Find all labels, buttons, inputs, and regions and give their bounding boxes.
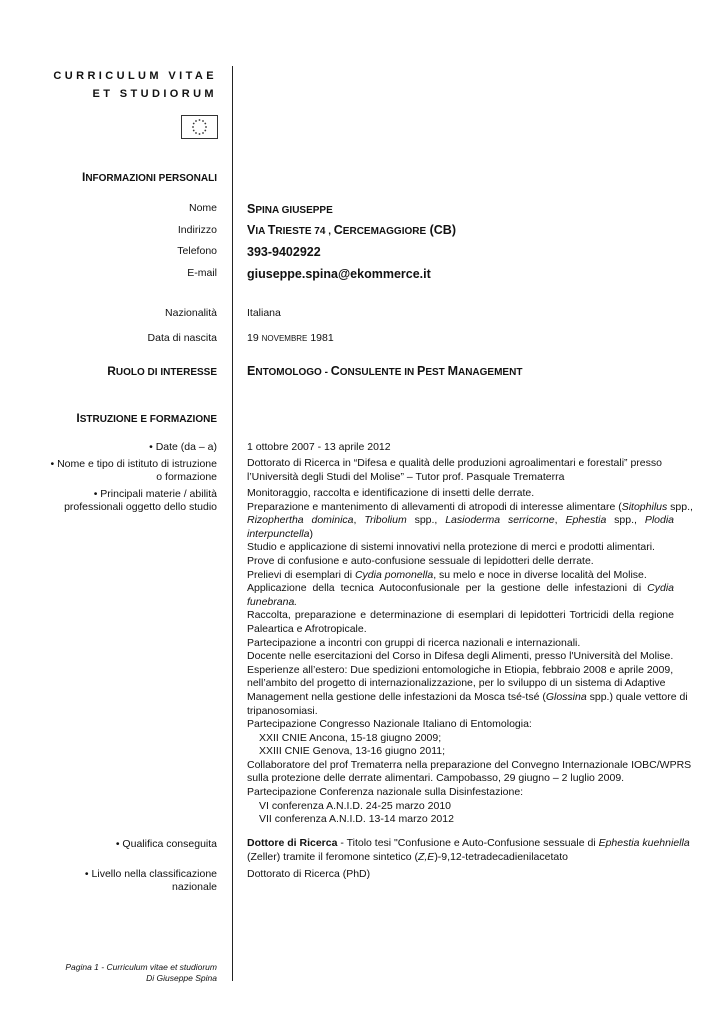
materie-line: interpunctella) — [247, 527, 313, 540]
materie-line: Studio e applicazione di sistemi innovativi nella protezione di merci e prodotti alimentari. — [247, 541, 655, 554]
livello-value: Dottorato di Ricerca (PhD) — [247, 868, 371, 880]
materie-line: Rizophertha dominica, Tribolium spp., Lasioderma serricorne, Ephestia spp., Plodia — [247, 514, 675, 527]
materie-line: Esperienze all’estero: Due spedizioni entomologiche in Etiopia, febbraio 2008 e aprile 2009, — [247, 663, 674, 676]
materie-line: XXIII CNIE Genova, 13-16 giugno 2011; — [259, 745, 446, 758]
date-value: 1 ottobre 2007 - 13 aprile 2012 — [247, 441, 391, 453]
materie-label: • Principali materie / abilità professionali oggetto dello studio — [64, 488, 217, 513]
materie-line: nell’ambito del progetto di internazionalizzazione, per lo sviluppo di un sistema di Adaptive — [247, 677, 666, 690]
section-personal-info: INFORMAZIONI PERSONALI — [81, 170, 217, 184]
materie-line: Partecipazione a incontri con gruppi di ricerca nazionali e internazionali. — [247, 636, 581, 649]
date-label: • Date (da – a) — [149, 441, 217, 453]
materie-line: Paleartica e Afrotropicale. — [247, 622, 367, 635]
qualifica-label: • Qualifica conseguita — [115, 838, 217, 850]
indirizzo-value: VIA TRIESTE 74 , CERCEMAGGIORE (CB) — [247, 223, 456, 237]
nazionalita-label: Nazionalità — [165, 307, 217, 319]
materie-line: Prove di confusione e auto-confusione sessuale di lepidotteri delle derrate. — [247, 554, 594, 567]
materie-line: Partecipazione Congresso Nazionale Italiano di Entomologia: — [247, 718, 532, 731]
nascita-value: 19 NOVEMBRE 1981 — [247, 332, 334, 344]
nascita-label: Data di nascita — [147, 332, 217, 344]
section-role: RUOLO DI INTERESSE — [107, 364, 217, 378]
materie-line: XXII CNIE Ancona, 15-18 giugno 2009; — [259, 731, 442, 744]
indirizzo-label: Indirizzo — [177, 224, 217, 236]
materie-line: Prelievi di esemplari di Cydia pomonella, su melo e noce in diverse località del Molise. — [247, 568, 647, 581]
materie-line: funebrana. — [247, 595, 298, 608]
materie-value — [247, 487, 693, 827]
telefono-value: 393-9402922 — [247, 245, 321, 259]
page-footer: Pagina 1 - Curriculum vitae et studiorum Di Giuseppe Spina — [65, 962, 217, 983]
nome-label: Nome — [188, 202, 217, 214]
materie-line: sulla protezione delle derrate alimentari. Campobasso, 29 giugno – 2 luglio 2009. — [247, 772, 625, 785]
materie-line: Docente nelle esercitazioni del Corso in Difesa degli Alimenti, presso l'Università del Molise. — [247, 650, 674, 663]
materie-line: Collaboratore del prof Trematerra nella preparazione del Convegno Internazionale IOBC/WPRS — [247, 758, 692, 771]
cv-title-line1: CURRICULUM VITAE — [53, 70, 217, 82]
materie-line: Partecipazione Conferenza nazionale sulla Disinfestazione: — [247, 786, 524, 799]
materie-line: VI conferenza A.N.I.D. 24-25 marzo 2010 — [259, 799, 452, 812]
istituto-label: • Nome e tipo di istituto di istruzione o formazione — [50, 458, 217, 483]
materie-line: VII conferenza A.N.I.D. 13-14 marzo 2012 — [259, 813, 454, 826]
eu-flag-icon — [181, 115, 218, 139]
materie-line: Applicazione della tecnica Autoconfusionale per la gestione delle infestazioni di Cydia — [247, 582, 674, 595]
istituto-value: Dottorato di Ricerca in “Difesa e qualità delle produzioni agroalimentari e forestali” presso l’Università degli Studi del Molise” – Tutor prof. Pasquale Trematerra — [247, 457, 662, 483]
email-label: E-mail — [187, 267, 217, 279]
section-education: ISTRUZIONE E FORMAZIONE — [76, 411, 217, 425]
livello-label: • Livello nella classificazione nazionale — [84, 868, 217, 893]
materie-line: tripanosomiasi. — [247, 704, 318, 717]
nome-value: SPINA GIUSEPPE — [247, 202, 333, 216]
telefono-label: Telefono — [177, 245, 217, 257]
materie-line: Monitoraggio, raccolta e identificazione di insetti delle derrate. — [247, 487, 535, 499]
nazionalita-value: Italiana — [247, 307, 281, 319]
cv-title-line2: ET STUDIORUM — [92, 88, 217, 100]
role-value: ENTOMOLOGO - CONSULENTE IN PEST MANAGEMENT — [247, 364, 523, 378]
email-value[interactable]: giuseppe.spina@ekommerce.it — [247, 267, 431, 281]
column-divider — [232, 66, 233, 981]
materie-line: Management nella gestione delle infestazioni da Mosca tsé-tsé (Glossina spp.) quale vettore di — [247, 690, 688, 703]
materie-line: Preparazione e mantenimento di allevamenti di atropodi di interesse alimentare (Sitophilus spp., — [247, 500, 693, 513]
materie-line: Raccolta, preparazione e determinazione di esemplari di lepidotteri Tortricidi della regione — [247, 609, 674, 622]
qualifica-value: Dottore di Ricerca - Titolo tesi "Confusione e Auto-Confusione sessuale di Ephestia kuehniella (Zeller) tramite il feromone sintetico (Z,E)-9,12-tetradecadienilacetato — [247, 837, 690, 863]
